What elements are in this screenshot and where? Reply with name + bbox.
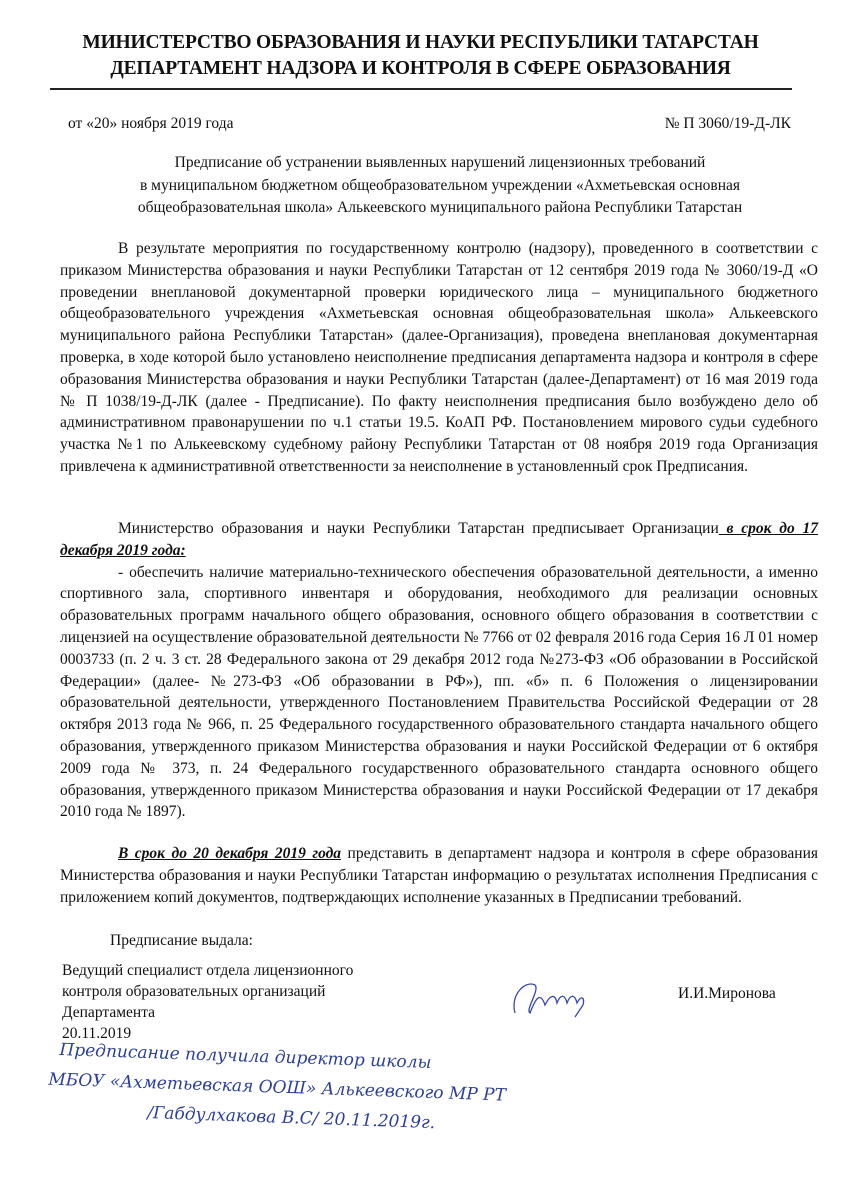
paragraph-order	[60, 518, 818, 823]
signatory-position: Департамента	[62, 1004, 156, 1021]
paragraph-findings	[60, 238, 818, 478]
document-title	[60, 152, 820, 220]
document-number: № П 3060/19-Д-ЛК	[664, 115, 791, 132]
title-line: общеобразовательная школа» Алькеевского муниципального района Республики Татарстан	[137, 199, 743, 216]
report-text: представить в департамент надзора и контроля в сфере образования Министерства образования и науки Республики Татарстан информацию о результатах исполнения Предписания с приложением копий документов, подтверждающих исполнение указанных в Предписании требований.	[60, 845, 818, 906]
title-line: в муниципальном бюджетном общеобразовательном учреждении «Ахметьевская основная	[139, 176, 741, 194]
paragraph-report	[60, 843, 818, 908]
order-intro: Министерство образования и науки Республики Татарстан предписывает Организации	[118, 520, 719, 537]
ministry-heading: МИНИСТЕРСТВО ОБРАЗОВАНИЯ И НАУКИ РЕСПУБЛИКИ ТАТАРСТАН	[82, 32, 759, 53]
department-heading: ДЕПАРТАМЕНТ НАДЗОРА И КОНТРОЛЯ В СФЕРЕ ОБРАЗОВАНИЯ	[110, 58, 731, 79]
signatory-position: Ведущий специалист отдела лицензионного	[62, 962, 354, 979]
handwritten-line: /Габдулхакова В.С/ 20.11.2019г.	[146, 1103, 436, 1134]
title-line: Предписание об устранении выявленных нарушений лицензионных требований	[174, 154, 706, 171]
handwritten-receipt-note	[48, 1035, 780, 1150]
findings-text: В результате мероприятия по государственному контролю (надзору), проведенного в соответствии с приказом Министерства образования и науки Республики Татарстан от 12 сентября 2019 года № 3060/19-Д «О проведении внеплановой документарной проверки юридического лица – муниципального бюджетного общеобразовательного учреждения «Ахметьевская основная общеобразовательная школа» Алькеевского муниципального района Республики Татарстан» (далее-Организация), проведена внеплановая документарная проверка, в ходе которой было установлено неисполнение предписания департамента надзора и контроля в сфере образования Министерства образования и науки Республики Татарстан (далее-Департамент) от 16 мая 2019 года № П 1038/19-Д-ЛК (далее - Предписание). По факту неисполнения предписания было возбуждено дело об административном правонарушении по ч.1 статьи 19.5. КоАП РФ. Постановлением мирового судьи судебного участка №1 по Алькеевскому судебному району Республики Татарстан от 08 ноября 2019 года Организация привлечена к административной ответственности за неисполнение в установленный срок Предписания.	[60, 240, 818, 475]
report-deadline: В срок до 20 декабря 2019 года	[118, 845, 342, 862]
signatory-block	[62, 960, 353, 1044]
signatory-date: 20.11.2019	[62, 1025, 132, 1042]
signature-image	[505, 975, 590, 1020]
order-deadline: в срок до 17 декабря 2019 года:	[60, 520, 818, 559]
issued-by-label: Предписание выдала:	[110, 932, 253, 949]
order-item: - обеспечить наличие материально-технического обеспечения образовательной деятельности, а именно спортивного зала, спортивного инвентаря и оборудования, необходимого для реализации основных образовательных программ начального общего образования, основного общего образования в соответствии с лицензией на осуществление образовательной деятельности № 7766 от 02 февраля 2016 года Серия 16 Л 01 номер 0003733 (п. 2 ч. 3 ст. 28 Федерального закона от 29 декабря 2012 года №273-ФЗ «Об образовании в Российской Федерации» (далее- №273-ФЗ «Об образовании в РФ»), пп. «б» п. 6 Положения о лицензировании образовательной деятельности, утвержденного Постановлением Правительства Российской Федерации от 28 октября 2013 года № 966, п. 25 Федерального государственного образовательного стандарта начального общего образования, утвержденного приказом Министерства образования и науки Российской Федерации от 6 октября 2009 года № 373, п. 24 Федерального государственного образовательного стандарта основного общего образования, утвержденного приказом Министерства образования и науки Российской Федерации от 17 декабря 2010 года № 1897).	[60, 563, 818, 821]
handwritten-line: МБОУ «Ахметьевская ООШ» Алькеевского МР РТ	[48, 1069, 507, 1106]
signatory-name: И.И.Миронова	[678, 985, 776, 1002]
document-date: от «20» ноября 2019 года	[68, 115, 234, 132]
handwritten-line: Предписание получила директор школы	[59, 1039, 432, 1073]
signatory-position: контроля образовательных организаций	[62, 983, 326, 1000]
header-divider	[50, 88, 792, 90]
